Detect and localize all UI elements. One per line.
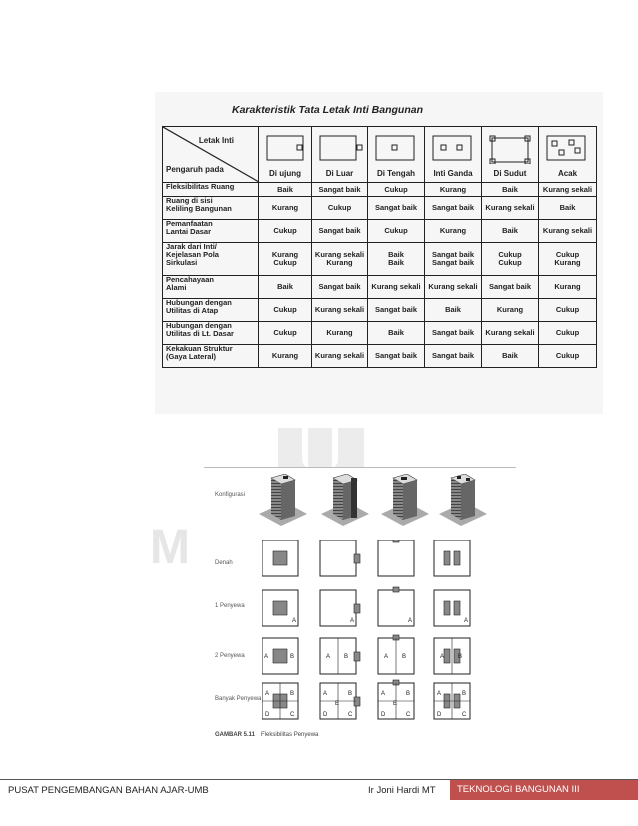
table-cell: Kurang sekali xyxy=(425,276,482,299)
column-label: Di Luar xyxy=(325,169,354,178)
plan-core-random-icon xyxy=(545,134,591,162)
table-cell: Cukup xyxy=(539,299,597,322)
tenant-letter: A xyxy=(437,691,442,697)
column-label: Acak xyxy=(557,169,578,178)
core-layout-table xyxy=(162,126,597,368)
core-block xyxy=(273,649,287,663)
table-cell: Kurang sekali xyxy=(368,276,425,299)
floor-plan-outline xyxy=(320,540,356,576)
tenant-letter: B xyxy=(462,691,467,697)
row-label: Fleksibilitas Ruang xyxy=(163,183,259,197)
column-label: Di ujung xyxy=(269,169,301,178)
tenant-letter: C xyxy=(290,712,295,718)
column-label: Di Sudut xyxy=(493,169,527,178)
table-cell: Sangat baik xyxy=(425,197,482,220)
table-cell: Baik xyxy=(425,299,482,322)
table-cell: Sangat baik xyxy=(312,276,368,299)
tenant-letter: D xyxy=(381,712,386,718)
table-cell: Cukup xyxy=(368,183,425,197)
table-cell: Sangat baik xyxy=(312,183,368,197)
table-cell: Sangat baik xyxy=(482,276,539,299)
table-row xyxy=(163,220,597,243)
table-cell: Sangat baik xyxy=(312,220,368,243)
page-footer xyxy=(0,779,638,800)
table-cell: Kurang xyxy=(539,276,597,299)
row-label: Kekakuan Struktur (Gaya Lateral) xyxy=(163,345,259,368)
corner-label-pengaruh-pada: Pengaruh pada xyxy=(166,165,224,174)
table-cell: Cukup xyxy=(259,322,312,345)
table-row xyxy=(163,322,597,345)
tower-drawing xyxy=(381,474,429,526)
table-cell: Kurang sekali xyxy=(312,299,368,322)
fig-row-label-2-penyewa: 2 Penyewa xyxy=(215,653,245,659)
plan-core-corner-icon xyxy=(488,134,534,164)
table-cell: Kurang sekali Kurang xyxy=(312,243,368,276)
tenant-letter: A xyxy=(323,691,328,697)
tenant-letter: C xyxy=(462,712,467,718)
table-cell: Kurang sekali xyxy=(539,220,597,243)
column-header-di-ujung xyxy=(259,127,312,183)
table-cell: Baik xyxy=(482,345,539,368)
table-cell: Cukup xyxy=(312,197,368,220)
table-cell: Baik xyxy=(482,220,539,243)
tenant-letter: A xyxy=(350,618,355,624)
tenant-letter: B xyxy=(406,691,411,697)
tenant-letter: D xyxy=(323,712,328,718)
table-cell: Kurang xyxy=(425,183,482,197)
tenant-plan-drawings xyxy=(262,540,482,725)
tenant-letter: B xyxy=(402,654,407,660)
table-cell: Kurang xyxy=(482,299,539,322)
table-row xyxy=(163,276,597,299)
tenant-letter: B xyxy=(458,654,463,660)
tenant-letter: A xyxy=(408,618,413,624)
column-header-di-luar xyxy=(312,127,368,183)
plan-core-end-icon xyxy=(265,134,307,162)
row-label: Hubungan dengan Utilitas di Atap xyxy=(163,299,259,322)
table-cell: Sangat baik xyxy=(368,197,425,220)
table-cell: Kurang xyxy=(259,345,312,368)
tenant-letter: A xyxy=(384,654,389,660)
table-cell: Baik Baik xyxy=(368,243,425,276)
table-cell: Kurang sekali xyxy=(312,345,368,368)
table-body xyxy=(163,183,597,368)
core-block xyxy=(273,601,287,615)
table-cell: Cukup xyxy=(539,345,597,368)
tenant-letter: A xyxy=(381,691,386,697)
core-block xyxy=(444,601,450,615)
tenant-letter: B xyxy=(290,654,295,660)
core-block xyxy=(354,604,360,613)
table-cell: Kurang xyxy=(425,220,482,243)
tenant-letter: A xyxy=(440,654,445,660)
column-header-di-tengah xyxy=(368,127,425,183)
tenant-letter: A xyxy=(265,691,270,697)
core-block xyxy=(444,551,450,565)
table-cell: Sangat baik xyxy=(425,345,482,368)
tenant-letter: A xyxy=(326,654,331,660)
table-cell: Cukup Kurang xyxy=(539,243,597,276)
core-block xyxy=(454,551,460,565)
tower-drawing xyxy=(439,474,487,526)
tenant-letter: B xyxy=(344,654,349,660)
watermark-letter: M xyxy=(150,521,190,574)
core-block xyxy=(393,587,399,592)
tenant-letter: A xyxy=(464,618,469,624)
plan-core-double-icon xyxy=(431,134,477,162)
fig-row-label-konfigurasi: Konfigurasi xyxy=(215,492,246,498)
tenant-letter: B xyxy=(290,691,295,697)
table-header-row xyxy=(163,127,597,183)
table-cell: Kurang sekali xyxy=(482,197,539,220)
table-cell: Baik xyxy=(368,322,425,345)
core-block xyxy=(444,649,450,663)
column-header-inti-ganda xyxy=(425,127,482,183)
table-cell: Cukup xyxy=(259,220,312,243)
table-cell: Cukup Cukup xyxy=(482,243,539,276)
core-block xyxy=(354,652,360,661)
table-row xyxy=(163,197,597,220)
tower-drawing xyxy=(321,474,369,526)
table-cell: Cukup xyxy=(368,220,425,243)
figure-number: GAMBAR 5.11 xyxy=(215,732,256,738)
table-corner-cell xyxy=(163,127,259,183)
footer-institution: PUSAT PENGEMBANGAN BAHAN AJAR-UMB xyxy=(8,785,209,796)
core-block xyxy=(273,551,287,565)
tenant-letter: C xyxy=(406,712,411,718)
core-block xyxy=(393,540,399,542)
table-cell: Sangat baik xyxy=(425,322,482,345)
tenant-letter: A xyxy=(264,654,269,660)
footer-course-badge: TEKNOLOGI BANGUNAN III xyxy=(450,780,638,800)
table-row xyxy=(163,183,597,197)
table-row xyxy=(163,299,597,322)
tenant-letter: E xyxy=(335,701,340,707)
table-cell: Kurang xyxy=(259,197,312,220)
tenant-letter: B xyxy=(348,691,353,697)
table-cell: Cukup xyxy=(539,322,597,345)
column-label: Inti Ganda xyxy=(433,169,473,178)
column-label: Di Tengah xyxy=(376,169,416,178)
tower-configuration-drawings xyxy=(255,474,495,536)
row-label: Pemanfaatan Lantai Dasar xyxy=(163,220,259,243)
core-block xyxy=(454,601,460,615)
column-header-acak xyxy=(539,127,597,183)
table-cell: Sangat baik xyxy=(368,299,425,322)
fig-row-label-banyak-penyewa: Banyak Penyewa xyxy=(215,696,262,702)
table-title: Karakteristik Tata Letak Inti Bangunan xyxy=(232,104,423,116)
table-cell: Baik xyxy=(482,183,539,197)
table-cell: Baik xyxy=(259,183,312,197)
table-cell: Kurang xyxy=(312,322,368,345)
table-cell: Baik xyxy=(539,197,597,220)
figure-caption xyxy=(215,732,318,738)
table-row xyxy=(163,345,597,368)
umb-watermark-logo xyxy=(278,428,364,470)
tenant-letter: E xyxy=(393,701,398,707)
table-cell: Sangat baik xyxy=(368,345,425,368)
table-cell: Cukup xyxy=(259,299,312,322)
figure-caption-text: Fleksibilitas Penyewa xyxy=(261,732,319,738)
fig-row-label-denah: Denah xyxy=(215,560,233,566)
table-cell: Kurang Cukup xyxy=(259,243,312,276)
corner-label-letak-inti: Letak Inti xyxy=(198,136,234,145)
tenant-letter: D xyxy=(437,712,442,718)
plan-core-outside-icon xyxy=(318,134,364,162)
tenant-letter: C xyxy=(348,712,353,718)
table-cell: Baik xyxy=(259,276,312,299)
row-label: Jarak dari Inti/ Kejelasan Pola Sirkulasi xyxy=(163,243,259,276)
tower-drawing xyxy=(259,474,307,526)
table-cell: Kurang sekali xyxy=(539,183,597,197)
core-block xyxy=(354,697,360,706)
fig-row-label-1-penyewa: 1 Penyewa xyxy=(215,603,245,609)
core-block xyxy=(354,554,360,563)
floor-plan-outline xyxy=(434,540,470,576)
row-label: Ruang di sisi Keliling Bangunan xyxy=(163,197,259,220)
plan-core-center-icon xyxy=(374,134,420,162)
table-cell: Sangat baik Sangat baik xyxy=(425,243,482,276)
tenant-letter: A xyxy=(292,618,297,624)
row-label: Pencahayaan Alami xyxy=(163,276,259,299)
separator-line xyxy=(204,467,516,468)
table-cell: Kurang sekali xyxy=(482,322,539,345)
column-header-di-sudut xyxy=(482,127,539,183)
table-row xyxy=(163,243,597,276)
row-label: Hubungan dengan Utilitas di Lt. Dasar xyxy=(163,322,259,345)
tenant-letter: D xyxy=(265,712,270,718)
floor-plan-outline xyxy=(378,540,414,576)
footer-author: Ir Joni Hardi MT xyxy=(368,785,436,796)
